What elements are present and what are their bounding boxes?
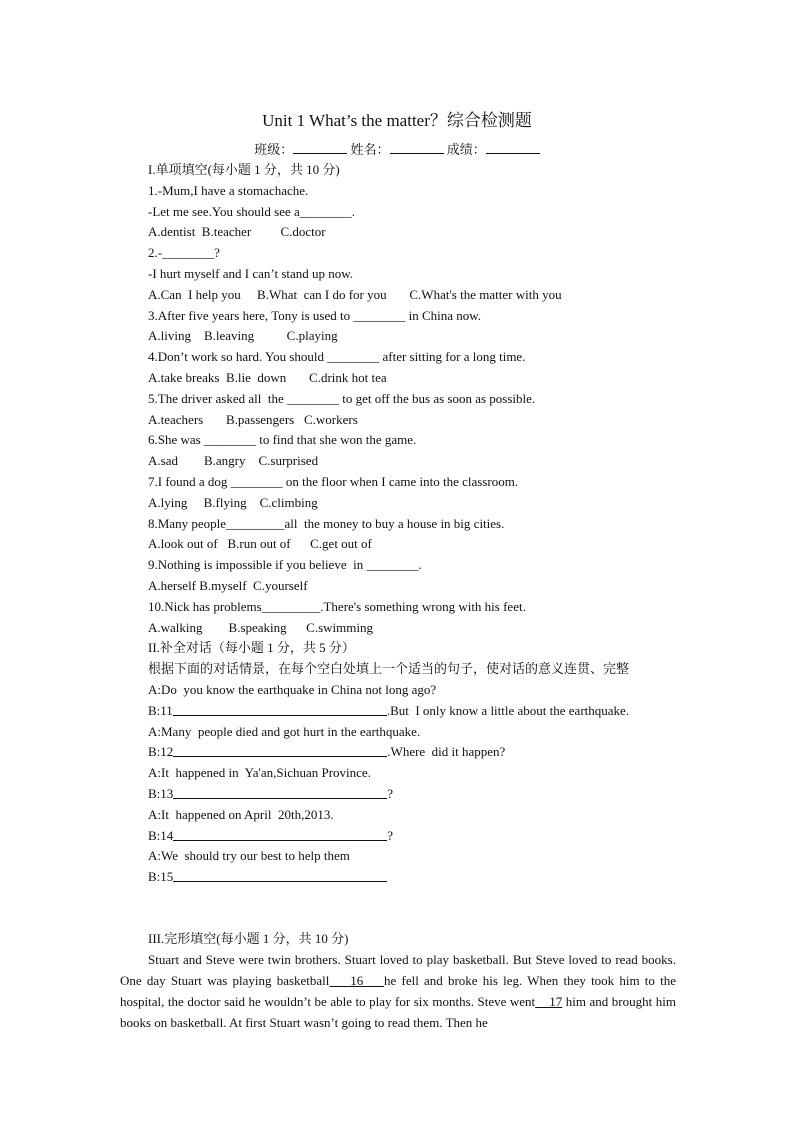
dialogue-line: A:Many people died and got hurt in the earthquake. [148, 723, 421, 739]
question-line: 8.Many people_________all the money to buy a house in big cities. [148, 515, 505, 531]
name-blank[interactable] [390, 141, 444, 154]
question-line: 5.The driver asked all the ________ to get off the bus as soon as possible. [148, 390, 536, 406]
answer-options: A.dentist B.teacher C.doctor [148, 224, 326, 240]
answer-options: A.Can I help you B.What can I do for you C.What's the matter with you [148, 286, 562, 302]
dialogue-line: B:12 .Where did it happen? [148, 744, 506, 760]
section3-heading: III.完形填空(每小题 1 分，共 10 分) [148, 931, 349, 946]
dialogue-line: B:14 ? [148, 827, 394, 843]
dialogue-line: B:11 .But I only know a little about the earthquake. [148, 702, 630, 718]
page-title: Unit 1 What’s the matter？综合检测题 [262, 111, 532, 130]
class-blank[interactable] [293, 141, 347, 154]
answer-options: A.walking B.speaking C.swimming [148, 619, 373, 635]
section1-list [148, 181, 688, 639]
answer-options: A.teachers B.passengers C.workers [148, 411, 358, 427]
question-line: 1.-Mum,I have a stomachache. [148, 182, 309, 198]
dialogue-line: A:It happened on April 20th,2013. [148, 806, 334, 822]
answer-options: A.look out of B.run out of C.get out of [148, 536, 372, 552]
question-line: 3.After five years here, Tony is used to ________ in China now. [148, 307, 482, 323]
answer-options: A.sad B.angry C.surprised [148, 453, 319, 469]
section1-heading: I.单项填空(每小题 1 分，共 10 分) [148, 162, 340, 177]
section2-dialogue [148, 680, 688, 888]
section2-instruction: 根据下面的对话情景，在每个空白处填上一个适当的句子，使对话的意义连贯、完整 [148, 661, 630, 677]
score-blank[interactable] [486, 141, 540, 154]
question-body [148, 160, 688, 888]
dialogue-line: B:13 ? [148, 785, 394, 801]
question-line: 7.I found a dog ________ on the floor when I came into the classroom. [148, 473, 519, 489]
class-label: 班级： [254, 142, 294, 157]
name-label: 姓名： [350, 142, 390, 157]
dialogue-blank[interactable] [173, 827, 387, 841]
question-line: 9.Nothing is impossible if you believe in ________. [148, 557, 422, 573]
dialogue-blank[interactable] [173, 868, 387, 882]
dialogue-line: A:Do you know the earthquake in China not long ago? [148, 681, 437, 697]
question-line: -Let me see.You should see a________. [148, 203, 356, 219]
question-line: 10.Nick has problems_________.There's something wrong with his feet. [148, 598, 526, 614]
dialogue-line: A:It happened in Ya'an,Sichuan Province. [148, 765, 371, 781]
dialogue-blank[interactable] [173, 785, 387, 799]
answer-options: A.herself B.myself C.yourself [148, 577, 308, 593]
answer-options: A.take breaks B.lie down C.drink hot tea [148, 369, 387, 385]
question-line: 6.She was ________ to find that she won the game. [148, 432, 417, 448]
question-line: -I hurt myself and I can’t stand up now. [148, 265, 354, 281]
cloze-passage: Stuart and Steve were twin brothers. Stuart loved to play basketball. But Steve loved to read books. One day Stuart was playing basketball 16 he fell and broke his leg. When they took him to the hospital, the doctor said he wouldn’t be able to play for six months. Steve went 17 him and brought him books on basketball. At first Stuart wasn’t going to read them. Then he [120, 952, 677, 1030]
answer-options: A.living B.leaving C.playing [148, 328, 338, 344]
question-line: 4.Don’t work so hard. You should ________ after sitting for a long time. [148, 349, 526, 365]
dialogue-line: B:15 [148, 867, 688, 888]
score-label: 成绩： [446, 142, 486, 157]
question-line: 2.-________? [148, 245, 220, 261]
dialogue-blank[interactable] [173, 743, 387, 757]
student-info-line [0, 139, 794, 158]
section3 [120, 928, 676, 1033]
answer-options: A.lying B.flying C.climbing [148, 494, 318, 510]
dialogue-blank[interactable] [173, 702, 387, 716]
blank-16[interactable]: 16 [329, 973, 385, 988]
dialogue-line: A:We should try our best to help them [148, 848, 350, 864]
section2-heading: II.补全对话（每小题 1 分，共 5 分） [148, 640, 355, 656]
blank-17[interactable]: 17 [535, 994, 563, 1009]
